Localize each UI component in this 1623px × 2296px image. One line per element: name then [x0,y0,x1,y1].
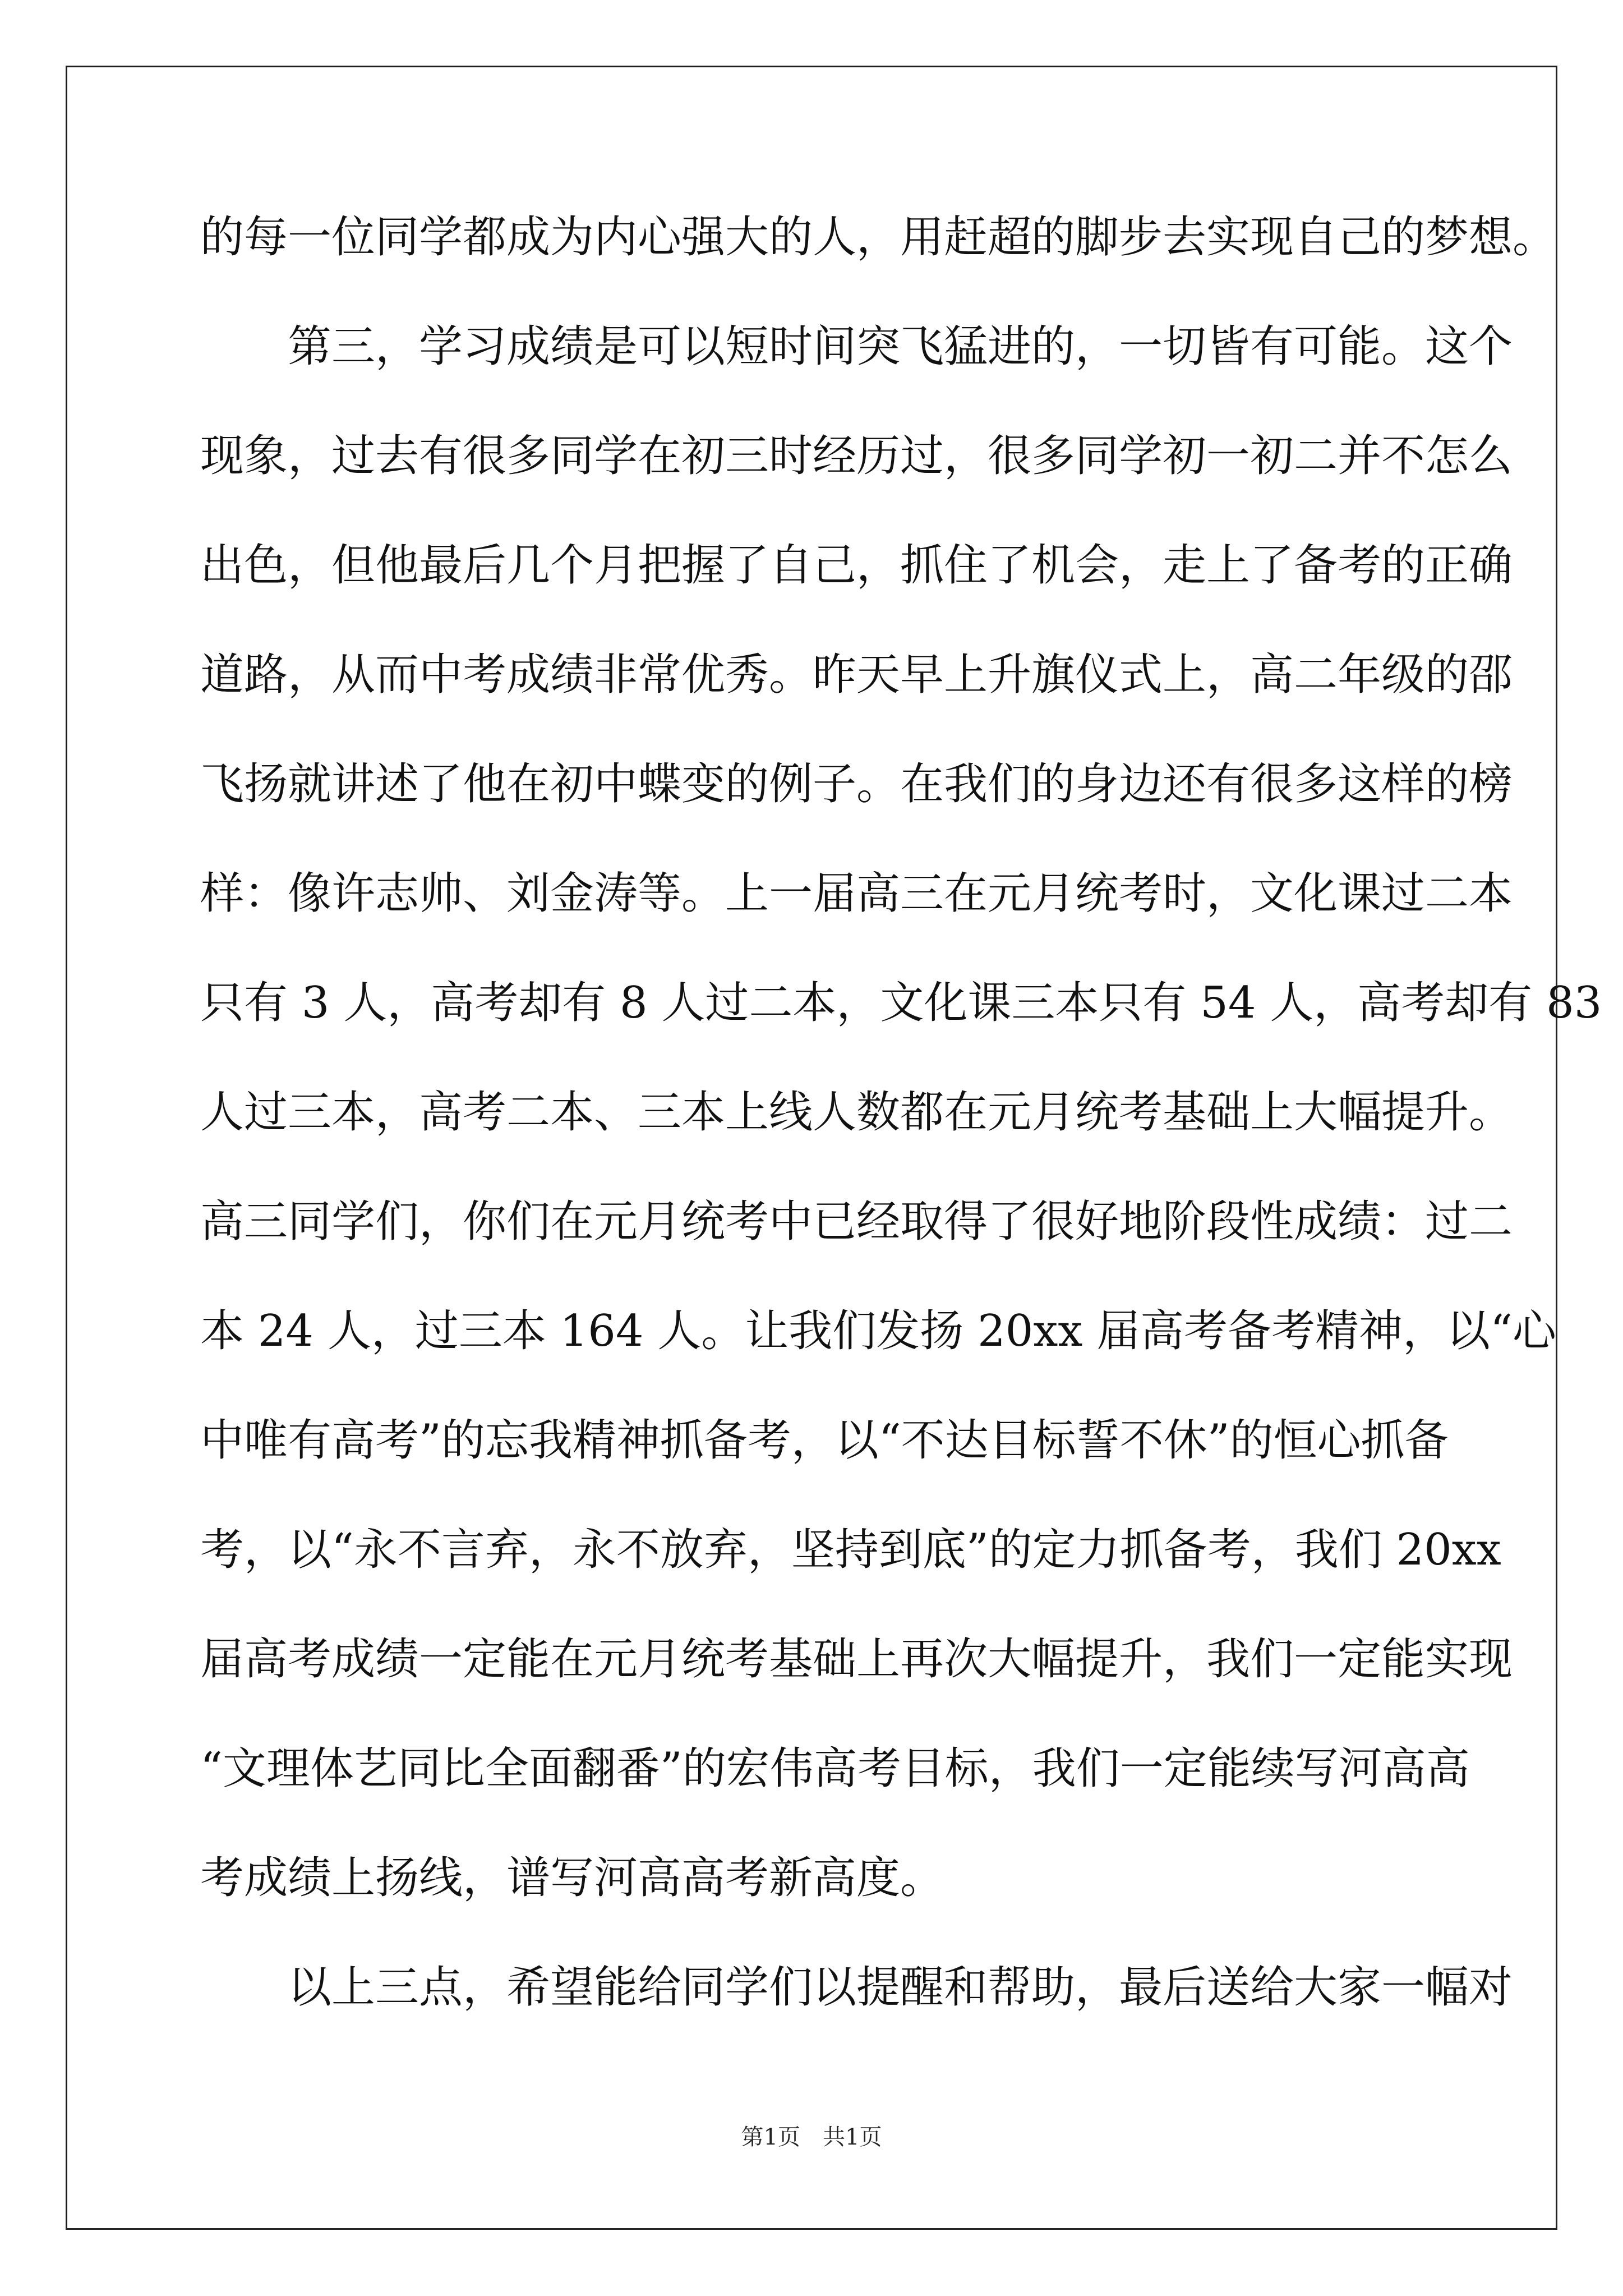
text-line: 只有 3 人，高考却有 8 人过二本，文化课三本只有 54 人，高考却有 83 [200,978,1602,1028]
text-line: “文理体艺同比全面翻番”的宏伟高考目标，我们一定能续写河高高 [200,1743,1470,1794]
paragraph-start-line: 第三，学习成绩是可以短时间突飞猛进的，一切皆有可能。这个 [288,321,1513,372]
text-line: 样：像许志帅、刘金涛等。上一届高三在元月统考时，文化课过二本 [200,868,1513,919]
page-number: 第1页 [741,2124,800,2150]
text-line: 中唯有高考”的忘我精神抓备考，以“不达目标誓不休”的恒心抓备 [200,1415,1449,1466]
text-line: 高三同学们，你们在元月统考中已经取得了很好地阶段性成绩：过二 [200,1197,1513,1247]
text-line: 出色，但他最后几个月把握了自己，抓住了机会，走上了备考的正确 [200,540,1513,591]
page-footer [0,2120,1623,2154]
text-line: 道路，从而中考成绩非常优秀。昨天早上升旗仪式上，高二年级的邵 [200,650,1513,700]
text-line: 现象，过去有很多同学在初三时经历过，很多同学初一初二并不怎么 [200,431,1513,481]
text-line: 的每一位同学都成为内心强大的人，用赶超的脚步去实现自己的梦想。 [200,212,1557,263]
text-line: 本 24 人，过三本 164 人。让我们发扬 20xx 届高考备考精神，以“心 [200,1306,1557,1356]
text-line: 考，以“永不言弃，永不放弃，坚持到底”的定力抓备考，我们 20xx [200,1525,1501,1575]
text-line: 考成绩上扬线，谱写河高高考新高度。 [200,1853,944,1903]
text-line: 人过三本，高考二本、三本上线人数都在元月统考基础上大幅提升。 [200,1087,1513,1138]
page-total: 共1页 [823,2124,882,2150]
text-line: 飞扬就讲述了他在初中蝶变的例子。在我们的身边还有很多这样的榜 [200,759,1513,809]
text-line: 届高考成绩一定能在元月统考基础上再次大幅提升，我们一定能实现 [200,1634,1513,1685]
paragraph-start-line: 以上三点，希望能给同学们以提醒和帮助，最后送给大家一幅对 [288,1962,1513,2013]
